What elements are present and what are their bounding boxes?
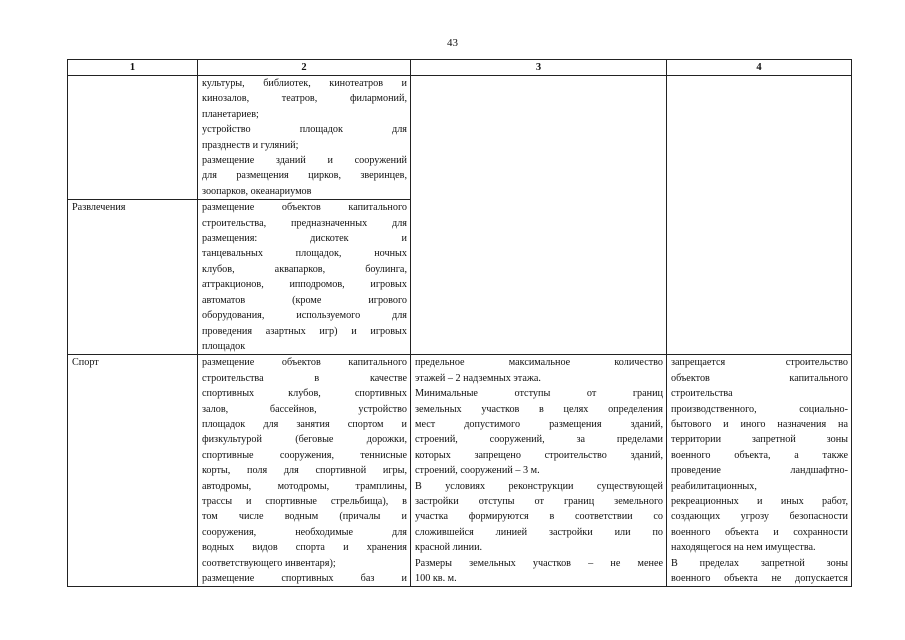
- text-line: предельное максимальное количество: [415, 357, 663, 369]
- text-line: 100 кв. м.: [415, 573, 457, 584]
- text-line: мест допустимого размещения зданий,: [415, 418, 663, 430]
- restrictions-cell: [667, 355, 852, 587]
- text-line: соответствующего инвентаря);: [202, 557, 336, 569]
- text-line: размещение объектов капитального: [202, 202, 407, 214]
- page-number: 43: [447, 37, 458, 49]
- column-header-2: 2: [198, 60, 411, 76]
- text-line: строений, сооружений – 3 м.: [415, 465, 540, 477]
- parameters-cell: [411, 355, 667, 587]
- text-line: проведения азартных игр) и игровых: [202, 325, 407, 337]
- text-line: корты, поля для спортивной игры,: [202, 465, 407, 477]
- text-line: территории запретной зоны: [671, 434, 848, 446]
- text-line: Минимальные отступы от границ: [415, 388, 663, 400]
- use-description-cell: [198, 355, 411, 587]
- text-line: планетариев;: [202, 108, 259, 120]
- text-line: строительства в качестве: [202, 372, 407, 384]
- text-line: празднеств и гуляний;: [202, 139, 299, 151]
- text-line: размещение объектов капитального: [202, 357, 407, 369]
- text-line: площадок для занятия спортом и: [202, 418, 407, 430]
- text-line: земельных участков в целях определения: [415, 403, 663, 415]
- text-line: автодромы, мотодромы, трамплины,: [202, 480, 407, 492]
- use-type-name: Развлечения: [68, 200, 198, 355]
- table-row-continuation: [68, 76, 852, 200]
- parameters-cell-empty: [411, 76, 667, 355]
- text-line: том числе водным (причалы и: [202, 511, 407, 523]
- text-line: объектов капитального: [671, 372, 848, 384]
- column-header-1: 1: [68, 60, 198, 76]
- text-line: физкультурой (беговые дорожки,: [202, 434, 407, 446]
- text-line: размещение зданий и сооружений: [202, 155, 407, 167]
- text-line: военного объекта не допускается: [671, 573, 848, 584]
- text-line: сооружения, необходимые для: [202, 526, 407, 538]
- text-line: бытового и иного назначения на: [671, 418, 848, 430]
- text-line: залов, бассейнов, устройство: [202, 403, 407, 415]
- use-type-name: [68, 76, 198, 200]
- text-line: застройки отступы от границ земельного: [415, 495, 663, 507]
- text-line: этажей – 2 надземных этажа.: [415, 372, 541, 384]
- text-line: В условиях реконструкции существующей: [415, 480, 663, 492]
- text-line: строительства, предназначенных для: [202, 217, 407, 229]
- text-line: сложившейся линией застройки или по: [415, 526, 663, 538]
- text-line: красной линии.: [415, 542, 483, 554]
- text-line: аттракционов, ипподромов, игровых: [202, 279, 407, 291]
- text-line: Размеры земельных участков – не менее: [415, 557, 663, 569]
- text-line: клубов, аквапарков, боулинга,: [202, 263, 407, 275]
- text-line: строительства: [671, 388, 733, 400]
- text-line: автоматов (кроме игрового: [202, 294, 407, 306]
- text-line: спортивные сооружения, теннисные: [202, 449, 407, 461]
- text-line: В пределах запретной зоны: [671, 557, 848, 569]
- text-line: военного объекта, а также: [671, 449, 848, 461]
- text-line: водных видов спорта и хранения: [202, 542, 407, 554]
- text-line: зоопарков, океанариумов: [202, 185, 312, 197]
- text-line: размещение спортивных баз и: [202, 573, 407, 584]
- text-line: находящегося на нем имущества.: [671, 542, 816, 554]
- text-line: размещения: дискотек и: [202, 233, 407, 245]
- text-line: устройство площадок для: [202, 124, 407, 136]
- restrictions-cell-empty: [667, 76, 852, 355]
- text-line: военного объекта и сохранности: [671, 526, 848, 538]
- text-line: которых запрещено строительство зданий,: [415, 449, 663, 461]
- text-line: реабилитационных,: [671, 480, 757, 492]
- text-line: рекреационных и иных работ,: [671, 495, 848, 507]
- column-header-3: 3: [411, 60, 667, 76]
- text-line: проведение ландшафтно-: [671, 465, 848, 477]
- text-line: создающих угрозу безопасности: [671, 511, 848, 523]
- land-use-table: [67, 59, 852, 587]
- text-line: производственного, социально-: [671, 403, 848, 415]
- text-line: танцевальных площадок, ночных: [202, 248, 407, 260]
- text-line: кинозалов, театров, филармоний,: [202, 93, 407, 105]
- text-line: для размещения цирков, зверинцев,: [202, 170, 407, 182]
- use-description-cell: [198, 76, 411, 200]
- use-description-cell: [198, 200, 411, 355]
- text-line: спортивных клубов, спортивных: [202, 388, 407, 400]
- text-line: трассы и спортивные стрельбища), в: [202, 495, 407, 507]
- text-line: участка формируются в соответствии со: [415, 511, 663, 523]
- table-row-sport: [68, 355, 852, 587]
- use-type-name: Спорт: [68, 355, 198, 587]
- text-line: строений, сооружений, за пределами: [415, 434, 663, 446]
- text-line: оборудования, используемого для: [202, 310, 407, 322]
- text-line: запрещается строительство: [671, 357, 848, 369]
- text-line: площадок: [202, 340, 246, 352]
- table-header-row: [68, 60, 852, 76]
- text-line: культуры, библиотек, кинотеатров и: [202, 78, 407, 89]
- column-header-4: 4: [667, 60, 852, 76]
